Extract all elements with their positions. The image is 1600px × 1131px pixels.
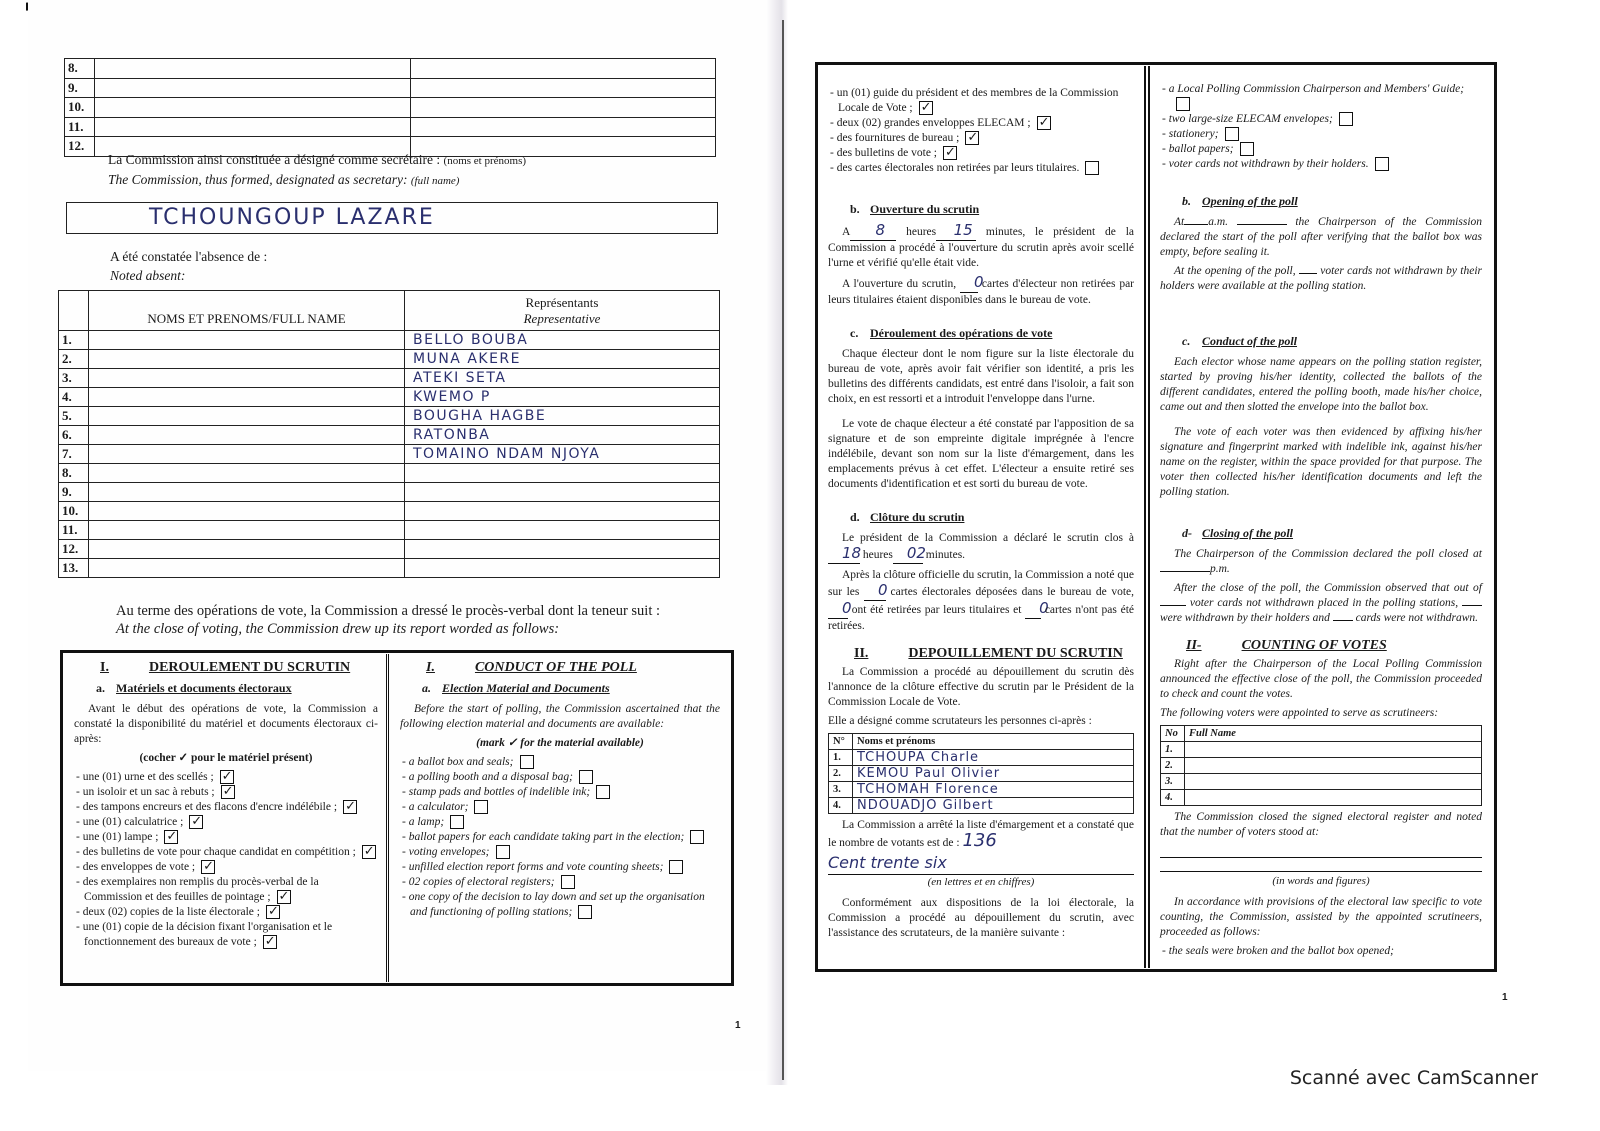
checklist-item-label: une (01) lampe ; xyxy=(82,831,159,843)
checklist-item-label: stationery; xyxy=(1168,128,1219,140)
absent-name-cell[interactable] xyxy=(89,350,405,369)
absent-row xyxy=(59,483,720,502)
opening-cards-value: 0 xyxy=(974,273,984,291)
checklist-item xyxy=(828,86,1134,116)
absent-col-num xyxy=(59,291,89,331)
checkbox-checked-icon[interactable] xyxy=(189,815,203,829)
checkbox-empty-icon[interactable] xyxy=(579,770,593,784)
scrutineer-row xyxy=(829,766,1134,782)
counting-fr-heading: II. DEPOUILLEMENT DU SCRUTIN xyxy=(854,646,1123,661)
scrutineers-table-fr xyxy=(828,733,1134,814)
counting-en-p1: Right after the Chairperson of the Local Polling Commission announced the effective close of the poll, the Commission proceeded to check and count the votes. xyxy=(1160,658,1482,700)
closing-fr-heading: d. Clôture du scrutin xyxy=(850,510,965,524)
scrutineer-name-cell[interactable] xyxy=(1185,758,1482,774)
checkbox-empty-icon[interactable] xyxy=(1085,161,1099,175)
member-name-cell[interactable] xyxy=(95,78,411,98)
checklist-item-label: 02 copies of electoral registers; xyxy=(408,876,555,888)
scrutineer-name-cell[interactable] xyxy=(1185,790,1482,806)
checklist-item xyxy=(1160,82,1482,112)
counting-en-step-1: - the seals were broken and the ballot box opened; xyxy=(1160,944,1482,959)
opening-hours-value: 8 xyxy=(875,221,886,239)
section-fr-instruction: (cocher ✓ pour le matériel présent) xyxy=(139,752,313,764)
checkbox-checked-icon[interactable] xyxy=(943,146,957,160)
counting-en-heading: II- COUNTING OF VOTES xyxy=(1186,638,1387,653)
scrutineer-name-cell[interactable]: TCHOUPA Charle xyxy=(853,750,1134,766)
checkbox-checked-icon[interactable] xyxy=(221,785,235,799)
secretary-name: TCHOUNGOUP LAZARE xyxy=(149,205,435,230)
counting-en-p4: In accordance with provisions of the electoral law specific to vote counting, the Commission, assisted by the appointed scrutineers, proceeded as follows: xyxy=(1160,896,1482,938)
row-number: 1. xyxy=(59,331,89,350)
absent-rep-cell[interactable]: BELLO BOUBA xyxy=(405,331,720,350)
checklist-item xyxy=(1160,112,1482,127)
absent-rep-cell[interactable] xyxy=(405,521,720,540)
scrutineer-row xyxy=(1161,774,1482,790)
checkbox-checked-icon[interactable] xyxy=(164,830,178,844)
scrutineers-table-en xyxy=(1160,725,1482,806)
checklist-item xyxy=(74,875,378,905)
row-number: 8. xyxy=(65,59,95,79)
closing-en-text: The Chairperson of the Commission declared the poll closed at p.m. xyxy=(1160,547,1482,577)
opening-fr-cards-text: A l'ouverture du scrutin, 0 cartes d'électeur non retirées par leurs titulaires étaient disponibles dans le bureau de vote. xyxy=(828,273,1135,306)
members-table-continued xyxy=(64,58,716,157)
absent-rep-cell[interactable]: MUNA AKERE xyxy=(405,350,720,369)
opening-en-heading: b. Opening of the poll xyxy=(1182,194,1298,208)
member-name-cell[interactable] xyxy=(95,98,411,118)
scrutineer-name-cell[interactable]: NDOUADJO Gilbert xyxy=(853,798,1134,814)
checkbox-empty-icon[interactable] xyxy=(496,845,510,859)
counting-fr-p2: Elle a désigné comme scrutateurs les personnes ci-après : xyxy=(828,715,1092,727)
row-number: 6. xyxy=(59,426,89,445)
opening-fr-heading: b. Ouverture du scrutin xyxy=(850,202,980,216)
section-fr-heading: I. DEROULEMENT DU SCRUTIN xyxy=(100,660,351,675)
checklist-item-label: des fournitures de bureau ; xyxy=(836,132,960,144)
absent-row xyxy=(59,426,720,445)
secretary-label-fr: La Commission ainsi constituée a désigné comme secrétaire : (noms et prénoms) xyxy=(108,152,527,167)
counting-en-p2: The following voters were appointed to serve as scrutineers: xyxy=(1160,707,1439,719)
checklist-item xyxy=(400,830,720,845)
absent-row xyxy=(59,350,720,369)
checklist-item xyxy=(828,131,1134,146)
checklist-item-label: a Local Polling Commission Chairperson and Members' Guide; xyxy=(1168,83,1465,95)
checklist-item-label: des bulletins de vote pour chaque candidat en compétition ; xyxy=(82,846,356,858)
right-page-number: 1 xyxy=(1502,992,1508,1003)
en-materials-checklist xyxy=(400,755,720,920)
row-number: 1. xyxy=(829,750,853,766)
right-frame-divider xyxy=(1144,66,1150,968)
row-number: 1. xyxy=(1161,742,1185,758)
opening-en-cards-text: At the opening of the poll, voter cards not withdrawn by their holders were available at the polling station. xyxy=(1160,265,1483,292)
report-intro-en: At the close of voting, the Commission drew up its report worded as follows: xyxy=(116,621,560,637)
closing-hours-value: 18 xyxy=(842,544,862,562)
closing-en-heading: d- Closing of the poll xyxy=(1182,526,1294,540)
checklist-item xyxy=(400,755,720,770)
checklist-item-label: une (01) calculatrice ; xyxy=(82,816,184,828)
section-en-materials xyxy=(392,654,728,982)
absent-rep-cell[interactable]: BOUGHA HAGBE xyxy=(405,407,720,426)
row-number: 12. xyxy=(59,540,89,559)
absent-rep-cell[interactable]: ATEKI SETA xyxy=(405,369,720,388)
closing-minutes-value: 02 xyxy=(906,544,926,562)
row-number: 7. xyxy=(59,445,89,464)
absent-row xyxy=(59,388,720,407)
absent-name-cell[interactable] xyxy=(89,559,405,578)
absent-col-rep-fr: Représentants xyxy=(525,294,599,310)
report-intro-fr: Au terme des opérations de vote, la Commission a dressé le procès-verbal dont la teneur suit : xyxy=(116,603,661,619)
absent-name-cell[interactable] xyxy=(89,426,405,445)
absent-rep-cell[interactable] xyxy=(405,464,720,483)
absent-row xyxy=(59,521,720,540)
row-number: 10. xyxy=(59,502,89,521)
checklist-item xyxy=(74,815,378,830)
checklist-item-label: ballot papers for each candidate taking part in the election; xyxy=(408,831,685,843)
checkbox-checked-icon[interactable] xyxy=(201,860,215,874)
row-number: 3. xyxy=(59,369,89,388)
member-row xyxy=(65,117,716,137)
absent-name-cell[interactable] xyxy=(89,521,405,540)
scrutineers-col-num: N° xyxy=(829,734,853,750)
member-rep-cell[interactable] xyxy=(411,59,716,79)
checkbox-empty-icon[interactable] xyxy=(1176,97,1190,111)
absent-name-cell[interactable] xyxy=(89,331,405,350)
section-fr-intro: Avant le début des opérations de vote, la Commission a constaté la disponibilité du matériel et documents électoraux ci-après: xyxy=(74,703,378,745)
absent-rep-cell[interactable] xyxy=(405,559,720,578)
row-number: 13. xyxy=(59,559,89,578)
camscanner-watermark: Scanné avec CamScanner xyxy=(1289,1067,1538,1089)
scrutineer-name-cell[interactable] xyxy=(1185,774,1482,790)
checkbox-empty-icon[interactable] xyxy=(520,755,534,769)
absent-name-cell[interactable] xyxy=(89,483,405,502)
absent-col-name: NOMS ET PRENOMS/FULL NAME xyxy=(89,291,405,331)
checklist-item xyxy=(74,830,378,845)
voters-en-field-1[interactable] xyxy=(1160,844,1482,858)
absent-name-cell[interactable] xyxy=(89,540,405,559)
counting-en-p3: The Commission closed the signed electoral register and noted that the number of voters stood at: xyxy=(1160,811,1482,838)
checklist-item xyxy=(74,860,378,875)
scrutineer-row xyxy=(829,750,1134,766)
absent-row xyxy=(59,559,720,578)
scrutineers-col-name: Noms et prénoms xyxy=(853,734,1134,750)
checkbox-empty-icon[interactable] xyxy=(1375,157,1389,171)
checkbox-checked-icon[interactable] xyxy=(919,101,933,115)
member-rep-cell[interactable] xyxy=(411,78,716,98)
row-number: 4. xyxy=(829,798,853,814)
checklist-item-label: two large-size ELECAM envelopes; xyxy=(1168,113,1333,125)
opening-en-text: At a.m. the Chairperson of the Commission declared the start of the poll after verifying that the ballot box was empty, before sealing it. xyxy=(1160,216,1483,258)
absent-table xyxy=(58,290,720,578)
checkbox-empty-icon[interactable] xyxy=(474,800,488,814)
left-frame-divider xyxy=(386,654,389,982)
voters-count-words: Cent trente six xyxy=(828,853,947,872)
checklist-item-label: deux (02) copies de la liste électorale ; xyxy=(82,906,260,918)
absent-name-cell[interactable] xyxy=(89,388,405,407)
checkbox-empty-icon[interactable] xyxy=(1240,142,1254,156)
counting-fr-p4: Conformément aux dispositions de la loi électorale, la Commission a procédé au dépouillement du scrutin, avec l'assistance des scrutateurs, de la manière suivante : xyxy=(828,897,1134,939)
conduct-en-p1: Each elector whose name appears on the polling station register, started by proving his/her identity, collected the ballots of the different candidates, entered the polling booth, made his/her choice, came out and then slotted the envelope into the ballot box. xyxy=(1160,356,1482,413)
left-page-number: 1 xyxy=(735,1020,741,1031)
right-en-column xyxy=(1152,76,1490,965)
scrutineer-row xyxy=(1161,742,1482,758)
scrutineer-name-cell[interactable]: KEMOU Paul Olivier xyxy=(853,766,1134,782)
counting-fr-p3: La Commission a arrêté la liste d'émargement et a constaté que le nombre de votants est de : 136 xyxy=(828,819,1134,851)
row-number: 10. xyxy=(65,98,95,118)
checklist-item-label: des tampons encreurs et des flacons d'encre indélébile ; xyxy=(82,801,338,813)
opening-minutes-value: 15 xyxy=(953,221,973,239)
row-number: 4. xyxy=(59,388,89,407)
scrutineers-en-col-num: No xyxy=(1161,726,1185,742)
checkbox-checked-icon[interactable] xyxy=(1037,116,1051,130)
row-number: 8. xyxy=(59,464,89,483)
secretary-label-en: The Commission, thus formed, designated as secretary: (full name) xyxy=(108,172,460,187)
conduct-en-p2: The vote of each voter was then evidenced by affixing his/her signature and fingerprint marked with indelible ink, against his/her name on the register, within the space provided for that purpose. The voter then collected his/her identification documents and left the polling station. xyxy=(1160,426,1482,498)
en-materials-checklist-cont xyxy=(1160,82,1482,172)
closing-withdrawn-value: 0 xyxy=(842,599,852,617)
checklist-item xyxy=(400,800,720,815)
voters-count-figure: 136 xyxy=(962,830,997,851)
absent-rep-cell[interactable] xyxy=(405,502,720,521)
checklist-item xyxy=(828,116,1134,131)
absent-row xyxy=(59,445,720,464)
voters-en-field-2[interactable] xyxy=(1160,858,1482,872)
absent-rep-cell[interactable]: KWEMO P xyxy=(405,388,720,407)
absent-row xyxy=(59,540,720,559)
checkbox-checked-icon[interactable] xyxy=(965,131,979,145)
checklist-item xyxy=(400,815,720,830)
scrutineer-row xyxy=(1161,758,1482,774)
checklist-item-label: des bulletins de vote ; xyxy=(836,147,938,159)
member-row xyxy=(65,59,716,79)
closing-en-cards-text: After the close of the poll, the Commission observed that out of voter cards not withdrawn placed in the polling stations, were withdrawn by their holders and cards were not withdrawn. xyxy=(1160,582,1482,624)
checklist-item xyxy=(1160,127,1482,142)
checkbox-checked-icon[interactable] xyxy=(263,935,277,949)
row-number: 11. xyxy=(59,521,89,540)
closing-not-withdrawn-value: 0 xyxy=(1039,599,1049,617)
row-number: 2. xyxy=(59,350,89,369)
closing-fr-cards-text: Après la clôture officielle du scrutin, la Commission a noté que sur les 0 cartes électorales déposées dans le bureau de vote, 0 ont été retirées par leurs titulaires et 0 cartes n'ont pas été retirées. xyxy=(828,569,1134,632)
member-name-cell[interactable] xyxy=(95,117,411,137)
checkbox-empty-icon[interactable] xyxy=(1339,112,1353,126)
checklist-item-label: a ballot box and seals; xyxy=(408,756,514,768)
conduct-en-heading: c. Conduct of the poll xyxy=(1182,334,1298,348)
page-fold-line xyxy=(782,20,784,1080)
counting-en-steps xyxy=(1160,944,1482,959)
row-number: 11. xyxy=(65,117,95,137)
checklist-item-label: une (01) urne et des scellés ; xyxy=(82,771,214,783)
absent-name-cell[interactable] xyxy=(89,464,405,483)
checkbox-checked-icon[interactable] xyxy=(266,905,280,919)
checklist-item-label: voter cards not withdrawn by their holders. xyxy=(1168,158,1369,170)
section-fr-materials xyxy=(66,654,386,982)
checklist-item-label: ballot papers; xyxy=(1168,143,1234,155)
checkbox-empty-icon[interactable] xyxy=(596,785,610,799)
member-row xyxy=(65,98,716,118)
row-number: 2. xyxy=(1161,758,1185,774)
absent-row xyxy=(59,502,720,521)
checklist-item xyxy=(400,770,720,785)
section-en-heading: I. CONDUCT OF THE POLL xyxy=(426,660,637,675)
conduct-fr-p2: Le vote de chaque électeur a été constaté par l'apposition de sa signature et de son empreinte digitale imprégnée à l'encre indélébile, devant son nom sur la liste d'émargement, dans les emplacements prévus à cet effet. L'électeur a ensuite retiré ses documents d'identification et est sorti du bureau de vote. xyxy=(828,418,1134,490)
checkbox-checked-icon[interactable] xyxy=(362,845,376,859)
checklist-item xyxy=(74,905,378,920)
checklist-item xyxy=(400,845,720,860)
absent-label-fr: A été constatée l'absence de : xyxy=(110,249,268,264)
voters-words-note-en: (in words and figures) xyxy=(1272,875,1370,887)
absent-name-cell[interactable] xyxy=(89,502,405,521)
scrutineer-row xyxy=(829,798,1134,814)
checklist-item xyxy=(400,890,720,920)
checkbox-checked-icon[interactable] xyxy=(220,770,234,784)
checklist-item-label: deux (02) grandes enveloppes ELECAM ; xyxy=(836,117,1031,129)
checkbox-empty-icon[interactable] xyxy=(578,905,592,919)
row-number: 3. xyxy=(1161,774,1185,790)
checklist-item xyxy=(74,800,378,815)
absent-name-cell[interactable] xyxy=(89,407,405,426)
conduct-fr-p1: Chaque électeur dont le nom figure sur la liste électorale du bureau de vote, après avoir fait vérifier son identité, a pris les bulletins des différents candidats, est entré dans l'isoloir, a fait son choix, en est ressorti et a introduit l'enveloppe dans l'urne. xyxy=(828,348,1134,405)
scrutineers-en-col-name: Full Name xyxy=(1185,726,1482,742)
row-number: 3. xyxy=(829,782,853,798)
checkbox-checked-icon[interactable] xyxy=(343,800,357,814)
scrutineer-row xyxy=(1161,790,1482,806)
row-number: 12. xyxy=(65,137,95,157)
checklist-item xyxy=(74,845,378,860)
checkbox-empty-icon[interactable] xyxy=(690,830,704,844)
section-en-intro: Before the start of polling, the Commission ascertained that the following election material and documents are available: xyxy=(400,703,720,730)
checkbox-checked-icon[interactable] xyxy=(277,890,291,904)
section-en-instruction: (mark ✓ for the material available) xyxy=(476,737,644,749)
closing-fr-text: Le président de la Commission a déclaré le scrutin clos à 18 heures 02 minutes. xyxy=(828,531,1134,564)
absent-rep-cell[interactable] xyxy=(405,483,720,502)
checklist-item-label: a calculator; xyxy=(408,801,469,813)
opening-fr-text: A 8 heures 15 minutes, le président de la Commission a procédé à l'ouverture du scrutin après avoir scellé l'urne et vérifié qu'elle était vide. xyxy=(828,221,1134,269)
checklist-item-label: une (01) copie de la décision fixant l'organisation et le fonctionnement des bureaux de vote ; xyxy=(82,921,333,948)
checklist-item-label: a lamp; xyxy=(408,816,445,828)
absent-rep-cell[interactable] xyxy=(405,540,720,559)
checklist-item-label: a polling booth and a disposal bag; xyxy=(408,771,573,783)
absent-name-cell[interactable] xyxy=(89,445,405,464)
voters-words-field[interactable] xyxy=(828,855,1134,875)
fr-materials-checklist-cont xyxy=(828,86,1134,176)
row-number: 2. xyxy=(829,766,853,782)
right-fr-column xyxy=(820,80,1142,951)
counting-fr-p1: La Commission a procédé au dépouillement du scrutin dès l'annonce de la clôture effective du scrutin par le Président de la Commission Locale de Vote. xyxy=(828,666,1134,708)
checklist-item-label: des exemplaires non remplis du procès-verbal de la Commission et des feuilles de pointage ; xyxy=(82,876,319,903)
scrutineer-row xyxy=(829,782,1134,798)
absent-name-cell[interactable] xyxy=(89,369,405,388)
fr-materials-checklist xyxy=(74,770,378,950)
conduct-fr-heading: c. Déroulement des opérations de vote xyxy=(850,326,1053,340)
absent-col-rep-en: Representative xyxy=(523,310,601,326)
checkbox-empty-icon[interactable] xyxy=(669,860,683,874)
voters-words-note-fr: (en lettres et en chiffres) xyxy=(927,876,1035,888)
absent-row xyxy=(59,464,720,483)
checklist-item-label: voting envelopes; xyxy=(408,846,490,858)
closing-deposited-value: 0 xyxy=(877,581,888,599)
absent-rep-cell[interactable]: RATONBA xyxy=(405,426,720,445)
absent-label-en: Noted absent: xyxy=(110,268,186,283)
checklist-item xyxy=(828,146,1134,161)
checklist-item-label: des enveloppes de vote ; xyxy=(82,861,196,873)
member-name-cell[interactable] xyxy=(95,59,411,79)
row-number: 5. xyxy=(59,407,89,426)
section-en-subheading: a. Election Material and Documents xyxy=(422,681,610,695)
row-number: 9. xyxy=(65,78,95,98)
absent-row xyxy=(59,331,720,350)
absent-rep-cell[interactable]: TOMAINO NDAM NJOYA xyxy=(405,445,720,464)
secretary-field[interactable] xyxy=(66,202,718,234)
absent-row xyxy=(59,407,720,426)
checklist-item xyxy=(400,860,720,875)
checklist-item xyxy=(400,785,720,800)
checklist-item-label: one copy of the decision to lay down and set up the organisation and functioning of polling stations; xyxy=(408,891,705,918)
checkbox-empty-icon[interactable] xyxy=(1225,127,1239,141)
row-number: 9. xyxy=(59,483,89,502)
row-number: 4. xyxy=(1161,790,1185,806)
checklist-item-label: stamp pads and bottles of indelible ink; xyxy=(408,786,591,798)
member-rep-cell[interactable] xyxy=(411,98,716,118)
checkbox-empty-icon[interactable] xyxy=(450,815,464,829)
absent-col-rep xyxy=(405,291,720,331)
checklist-item-label: des cartes électorales non retirées par leurs titulaires. xyxy=(836,162,1080,174)
section-fr-subheading: a. Matériels et documents électoraux xyxy=(96,681,292,695)
checklist-item xyxy=(400,875,720,890)
member-rep-cell[interactable] xyxy=(411,117,716,137)
scrutineer-name-cell[interactable]: TCHOMAH Florence xyxy=(853,782,1134,798)
checklist-item-label: unfilled election report forms and vote counting sheets; xyxy=(408,861,664,873)
checkbox-empty-icon[interactable] xyxy=(561,875,575,889)
checklist-item xyxy=(1160,157,1482,172)
scrutineer-name-cell[interactable] xyxy=(1185,742,1482,758)
checklist-item-label: un (01) guide du président et des membres de la Commission Locale de Vote ; xyxy=(836,87,1119,114)
book-spine xyxy=(766,0,788,1085)
checklist-item-label: un isoloir et un sac à rebuts ; xyxy=(82,786,215,798)
checklist-item xyxy=(1160,142,1482,157)
checklist-item xyxy=(828,161,1134,176)
absent-row xyxy=(59,369,720,388)
member-row xyxy=(65,78,716,98)
checklist-item xyxy=(74,785,378,800)
checklist-item xyxy=(74,920,378,950)
